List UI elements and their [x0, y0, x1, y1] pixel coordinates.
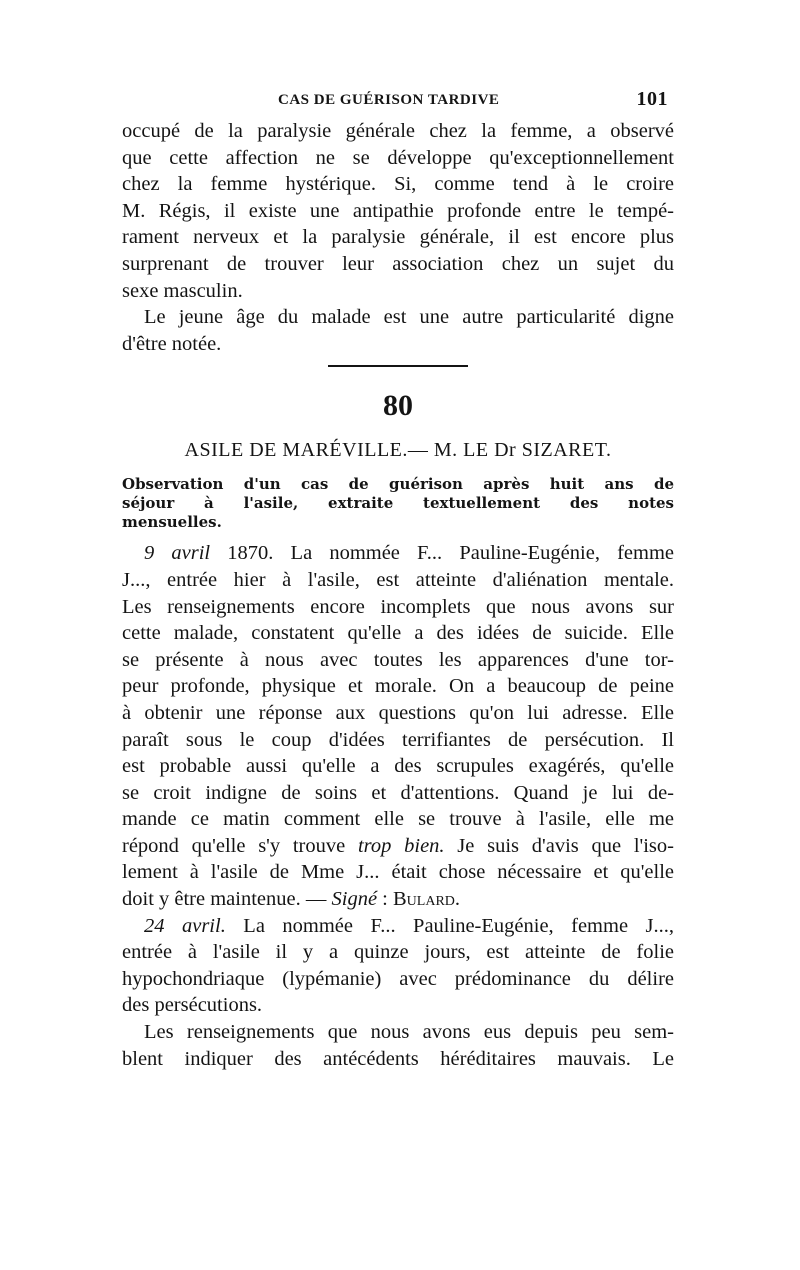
- text-line: est probable aussi qu'elle a des scrupules exagérés, qu'elle: [122, 755, 674, 778]
- paragraph-4: [122, 913, 674, 1019]
- text-line: [122, 540, 674, 567]
- text-line: d'être notée.: [122, 332, 222, 355]
- text-line: entrée à l'asile il y a quinze jours, est atteinte de folie: [122, 941, 674, 964]
- emphasis: trop bien.: [357, 834, 445, 857]
- text-line: chez la femme hystérique. Si, comme tend à le croire: [122, 173, 674, 196]
- text-line: M. Régis, il existe une antipathie profonde entre le tempé-: [122, 199, 674, 222]
- paragraph-3: [122, 540, 674, 912]
- observation-title: [122, 475, 674, 532]
- text-line: à obtenir une réponse aux questions qu'on lui adresse. Elle: [122, 701, 674, 724]
- signature-name: Bulard.: [393, 888, 461, 911]
- text-line: mande ce matin comment elle se trouve à l'asile, elle me: [122, 808, 674, 831]
- title-line: Observation d'un cas de guérison après huit ans de: [122, 475, 674, 494]
- text-line: Les renseignements encore incomplets que nous avons sur: [122, 595, 674, 618]
- emphasis: Signé: [331, 888, 378, 911]
- text-line: lement à l'asile de Mme J... était chose nécessaire et qu'elle: [122, 861, 674, 884]
- text-line: paraît sous le coup d'idées terrifiantes de persécution. Il: [122, 728, 674, 751]
- page-number: 101: [636, 88, 668, 110]
- text-span: 1870. La nommée F... Pauline-Eugénie, femme: [210, 542, 675, 565]
- paragraph-5: [122, 1019, 674, 1072]
- text-line: rament nerveux et la paralysie générale, il est encore plus: [122, 226, 674, 249]
- paragraph-1: [122, 118, 674, 304]
- text-line: se croit indigne de soins et d'attentions. Quand je lui de-: [122, 781, 674, 804]
- text-span: Je suis d'avis que l'iso-: [444, 834, 674, 857]
- text-line: [122, 833, 674, 860]
- text-line: des persécutions.: [122, 994, 263, 1017]
- text-span: La nommée F... Pauline-Eugénie, femme J...,: [225, 914, 674, 937]
- text-span: répond qu'elle s'y trouve: [122, 834, 358, 857]
- text-line: cette malade, constatent qu'elle a des idées de suicide. Elle: [122, 622, 674, 645]
- section-number: 80: [383, 389, 413, 423]
- text-span: doit y être maintenue. —: [122, 888, 332, 911]
- text-line: [122, 913, 674, 940]
- text-line: Le jeune âge du malade est une autre particularité digne: [144, 306, 674, 329]
- text-line: que cette affection ne se développe qu'exceptionnellement: [122, 146, 674, 169]
- text-span: :: [377, 888, 393, 911]
- text-line: blent indiquer des antécédents héréditaires mauvais. Le: [122, 1047, 674, 1070]
- text-line: [122, 886, 674, 913]
- text-line: J..., entrée hier à l'asile, est atteinte d'aliénation mentale.: [122, 568, 674, 591]
- entry-date: 9 avril: [144, 542, 211, 565]
- paragraph-2: [122, 304, 674, 357]
- entry-date: 24 avril.: [144, 914, 226, 937]
- text-line: surprenant de trouver leur association chez un sujet du: [122, 252, 674, 275]
- running-title: CAS DE GUÉRISON TARDIVE: [278, 92, 500, 108]
- text-line: peur profonde, physique et morale. On a beaucoup de peine: [122, 675, 674, 698]
- text-line: hypochondriaque (lypémanie) avec prédominance du délire: [122, 967, 674, 990]
- section-divider: [328, 365, 468, 367]
- text-line: occupé de la paralysie générale chez la femme, a observé: [122, 120, 674, 142]
- section-subtitle: ASILE DE MARÉVILLE.— M. LE Dr SIZARET.: [184, 439, 612, 462]
- book-page: [122, 88, 674, 1072]
- running-header: [122, 88, 674, 118]
- text-line: se présente à nous avec toutes les apparences d'une tor-: [122, 648, 674, 671]
- title-line: mensuelles.: [122, 513, 222, 532]
- text-line: Les renseignements que nous avons eus depuis peu sem-: [144, 1021, 674, 1044]
- title-line: séjour à l'asile, extraite textuellement des notes: [122, 494, 674, 513]
- text-line: sexe masculin.: [122, 279, 243, 302]
